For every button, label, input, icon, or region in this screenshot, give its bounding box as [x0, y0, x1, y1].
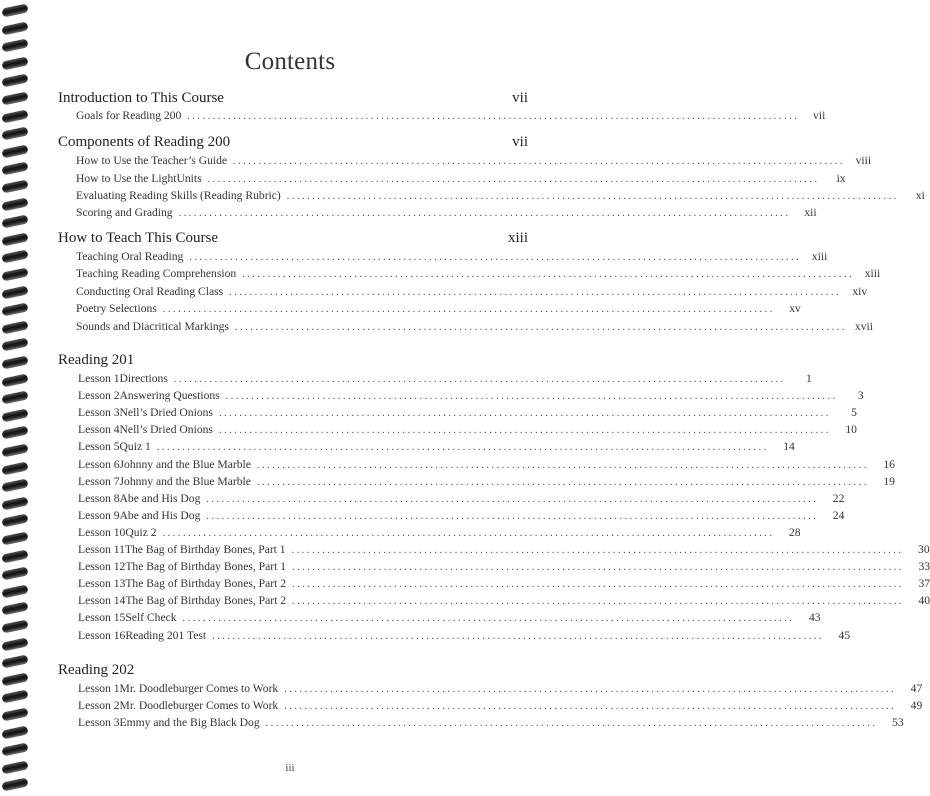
toc-entry — [76, 109, 826, 122]
lesson-title: The Bag of Birthday Bones, Part 2 — [125, 577, 287, 591]
lesson-title: Johnny and the Blue Marble — [119, 474, 251, 488]
lesson-row — [78, 699, 923, 713]
lesson-title: Quiz 2 — [125, 525, 157, 539]
lesson-page: 14 — [783, 440, 795, 454]
lesson-row — [78, 682, 923, 695]
dot-leader: ........................................................................................................................ — [206, 493, 819, 505]
lesson-row — [78, 440, 795, 454]
dot-leader: ........................................................................................................................ — [162, 527, 775, 539]
lesson-page: 37 — [918, 577, 930, 591]
lesson-number: Lesson 12 — [78, 560, 126, 574]
section-heading — [58, 90, 528, 107]
toc-entry-page: xiii — [811, 250, 828, 263]
lesson-title: Self Check — [125, 611, 177, 625]
toc-entry-page: xiii — [864, 267, 881, 280]
dot-leader: ........................................................................................................................ — [233, 156, 846, 167]
lesson-number: Lesson 4 — [78, 423, 120, 437]
lesson-row — [78, 406, 857, 420]
dot-leader: ........................................................................................................................ — [212, 630, 825, 642]
dot-leader: ........................................................................................................................ — [189, 252, 802, 263]
section-heading-text: Components of Reading 200 — [58, 134, 231, 150]
lesson-number: Lesson 7 — [78, 474, 120, 488]
toc-entry — [76, 189, 925, 202]
toc-entry-text: Poetry Selections — [76, 302, 157, 315]
toc-entry-page: xi — [915, 189, 925, 202]
lesson-number: Lesson 13 — [78, 577, 126, 591]
dot-leader: ........................................................................................................................ — [256, 459, 869, 471]
lesson-row — [78, 491, 845, 505]
lesson-page: 24 — [832, 508, 845, 522]
toc-entry — [76, 154, 872, 167]
lesson-number: Lesson 11 — [78, 543, 125, 556]
lesson-row — [78, 628, 851, 642]
dot-leader: ........................................................................................................................ — [218, 425, 831, 437]
section-heading-page: vii — [512, 90, 528, 106]
section-heading-page: vii — [512, 134, 528, 150]
toc-entry-text: Teaching Reading Comprehension — [76, 267, 237, 280]
lesson-page: 10 — [845, 423, 857, 437]
dot-leader: ........................................................................................................................ — [156, 442, 769, 454]
lesson-title: Directions — [119, 372, 168, 385]
unit-heading-text: Reading 201 — [58, 352, 135, 368]
lesson-row — [78, 577, 930, 591]
dot-leader: ........................................................................................................................ — [284, 701, 897, 713]
dot-leader: ........................................................................................................................ — [229, 287, 842, 298]
lesson-page: 43 — [808, 611, 821, 625]
toc-entry-text: Conducting Oral Reading Class — [76, 285, 224, 298]
lesson-page: 22 — [832, 491, 845, 505]
lesson-page: 28 — [788, 525, 801, 539]
toc-entry — [76, 267, 881, 280]
toc-entry — [76, 250, 828, 263]
section-heading-text: How to Teach This Course — [58, 230, 219, 246]
lesson-number: Lesson 3 — [78, 716, 120, 730]
section-heading — [58, 230, 528, 247]
toc-entry-page: ix — [836, 172, 846, 185]
lesson-page: 1 — [806, 372, 812, 385]
dot-leader: ........................................................................................................................ — [206, 510, 819, 522]
lesson-number: Lesson 6 — [78, 457, 120, 471]
section-heading — [58, 134, 528, 151]
lesson-number: Lesson 1 — [78, 682, 120, 695]
lesson-row — [78, 474, 895, 488]
dot-leader: ........................................................................................................................ — [292, 579, 905, 591]
lesson-title: Nell’s Dried Onions — [119, 423, 213, 437]
lesson-title: The Bag of Birthday Bones, Part 1 — [125, 560, 287, 574]
dot-leader: ........................................................................................................................ — [173, 374, 786, 385]
toc-entry-text: Teaching Oral Reading — [76, 250, 184, 263]
toc-entry — [76, 302, 801, 315]
lesson-page: 30 — [918, 543, 930, 556]
lesson-number: Lesson 8 — [78, 491, 120, 505]
lesson-page: 16 — [883, 457, 895, 471]
lesson-number: Lesson 2 — [78, 389, 120, 403]
toc-entry — [76, 320, 873, 333]
lesson-number: Lesson 2 — [78, 699, 120, 713]
lesson-title: Emmy and the Big Black Dog — [119, 716, 260, 730]
lesson-page: 53 — [892, 716, 904, 730]
lesson-row — [78, 525, 801, 539]
dot-leader: ........................................................................................................................ — [242, 269, 855, 280]
dot-leader: ........................................................................................................................ — [256, 476, 869, 488]
lesson-page: 49 — [910, 699, 923, 713]
lesson-row — [78, 594, 930, 608]
toc-entry-page: xv — [789, 302, 801, 315]
dot-leader: ........................................................................................................................ — [286, 191, 899, 202]
dot-leader: ........................................................................................................................ — [291, 545, 904, 556]
lesson-number: Lesson 10 — [78, 525, 126, 539]
lesson-row — [78, 508, 845, 522]
lesson-title: Answering Questions — [119, 389, 220, 403]
lesson-row — [78, 389, 864, 403]
dot-leader: ........................................................................................................................ — [178, 208, 791, 219]
lesson-title: Quiz 1 — [119, 440, 151, 454]
dot-leader: ........................................................................................................................ — [292, 596, 905, 608]
dot-leader: ........................................................................................................................ — [292, 562, 905, 574]
dot-leader: ........................................................................................................................ — [187, 111, 800, 122]
lesson-title: Johnny and the Blue Marble — [119, 457, 251, 471]
lesson-row — [78, 457, 895, 471]
lesson-page: 33 — [918, 560, 930, 574]
toc-entry-page: xiv — [852, 285, 868, 298]
dot-leader: ........................................................................................................................ — [225, 391, 838, 403]
lesson-number: Lesson 15 — [78, 611, 126, 625]
lesson-row — [78, 560, 930, 574]
lesson-title: The Bag of Birthday Bones, Part 1 — [124, 543, 286, 556]
lesson-title: Nell’s Dried Onions — [119, 406, 213, 420]
lesson-title: Abe and His Dog — [119, 508, 201, 522]
page-number: iii — [285, 762, 295, 774]
lesson-row — [78, 423, 857, 437]
toc-entry-text: How to Use the Teacher’s Guide — [76, 154, 228, 167]
unit-heading-text: Reading 202 — [58, 662, 135, 678]
toc-entry-page: viii — [855, 154, 872, 167]
lesson-title: Abe and His Dog — [119, 491, 201, 505]
lesson-page: 40 — [918, 594, 930, 608]
lesson-number: Lesson 9 — [78, 508, 120, 522]
toc-entry-text: How to Use the LightUnits — [76, 172, 202, 185]
lesson-row — [78, 716, 904, 730]
lesson-title: Mr. Doodleburger Comes to Work — [119, 682, 279, 695]
lesson-number: Lesson 3 — [78, 406, 120, 420]
unit-heading — [58, 352, 528, 369]
lesson-title: The Bag of Birthday Bones, Part 2 — [125, 594, 287, 608]
section-heading-text: Introduction to This Course — [58, 90, 224, 106]
page-title: Contents — [244, 48, 336, 75]
lesson-page: 47 — [910, 682, 923, 695]
dot-leader: ........................................................................................................................ — [234, 322, 847, 333]
lesson-row — [78, 611, 821, 625]
lesson-page: 3 — [857, 389, 864, 403]
dot-leader: ........................................................................................................................ — [182, 613, 795, 625]
lesson-number: Lesson 14 — [78, 594, 126, 608]
toc-entry-text: Goals for Reading 200 — [76, 109, 182, 122]
dot-leader: ........................................................................................................................ — [162, 304, 775, 315]
lesson-number: Lesson 16 — [78, 628, 126, 642]
lesson-title: Reading 201 Test — [125, 628, 207, 642]
unit-heading — [58, 662, 528, 679]
toc-entry-text: Sounds and Diacritical Markings — [76, 320, 229, 333]
lesson-page: 45 — [838, 628, 851, 642]
toc-entry-page: xvii — [854, 320, 873, 333]
lesson-number: Lesson 5 — [78, 440, 120, 454]
toc-entry-text: Evaluating Reading Skills (Reading Rubric) — [76, 189, 281, 202]
toc-entry — [76, 206, 817, 219]
lesson-row — [78, 543, 930, 556]
lesson-title: Mr. Doodleburger Comes to Work — [119, 699, 279, 713]
dot-leader: ........................................................................................................................ — [218, 408, 831, 420]
lesson-number: Lesson 1 — [78, 372, 120, 385]
toc-entry — [76, 172, 846, 185]
section-heading-page: xiii — [507, 230, 528, 246]
toc-entry-page: xii — [804, 206, 817, 219]
toc-entry-text: Scoring and Grading — [76, 206, 173, 219]
lesson-page: 5 — [851, 406, 857, 420]
dot-leader: ........................................................................................................................ — [284, 684, 897, 695]
dot-leader: ........................................................................................................................ — [265, 718, 878, 730]
lesson-page: 19 — [883, 474, 895, 488]
lesson-row — [78, 372, 812, 385]
toc-entry-page: vii — [813, 109, 826, 122]
toc-entry — [76, 285, 868, 298]
dot-leader: ........................................................................................................................ — [207, 174, 820, 185]
